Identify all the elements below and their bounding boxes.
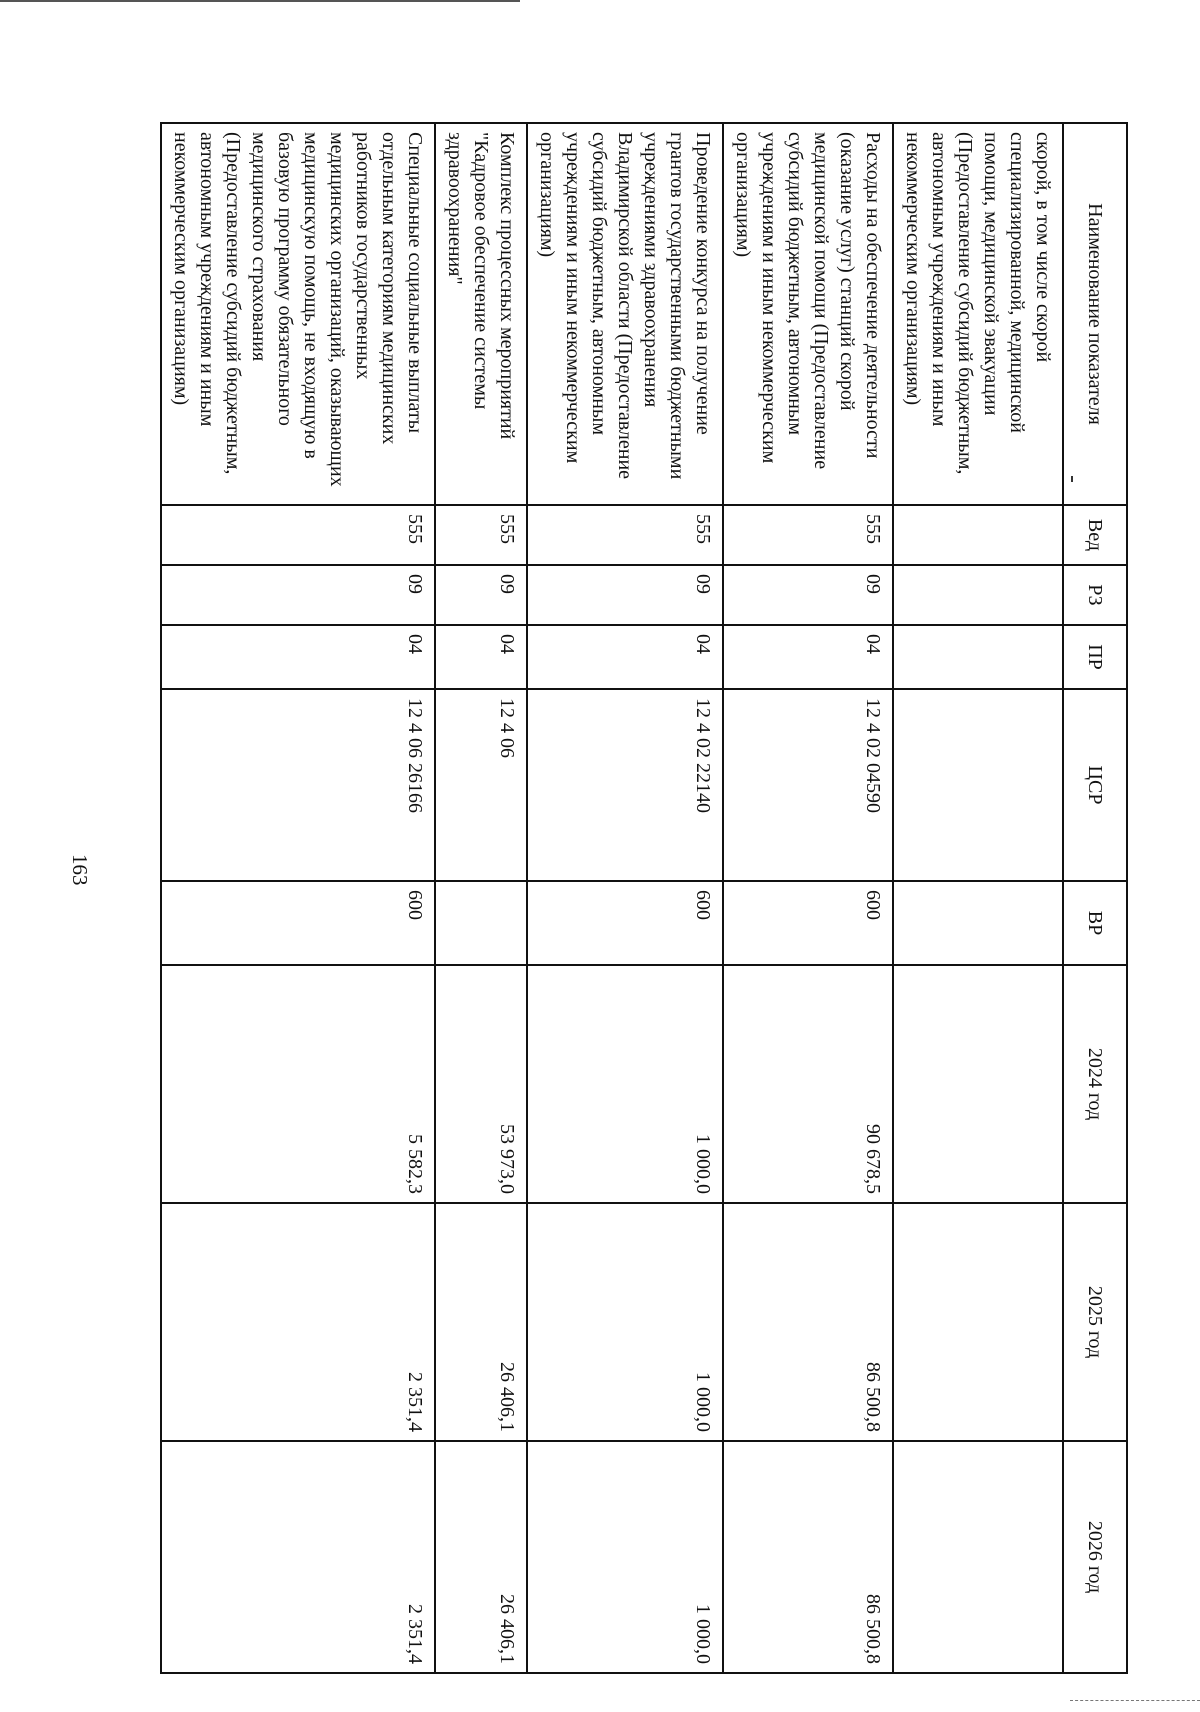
cell-name: Комплекс процессных мероприятий "Кадровое обеспечение системы здравоохранения" (435, 123, 527, 505)
cell-rz (893, 565, 1063, 625)
cell-2024: 90 678,5 (723, 965, 893, 1203)
cell-2026: 1 000,0 (527, 1441, 723, 1673)
cell-csr: 12 4 06 (435, 689, 527, 881)
header-2025: 2025 год (1063, 1203, 1127, 1441)
cell-2025: 26 406,1 (435, 1203, 527, 1441)
scan-speck (1071, 476, 1073, 482)
cell-vr (435, 881, 527, 965)
cell-ved (893, 505, 1063, 565)
cell-2024: 5 582,3 (161, 965, 435, 1203)
cell-name: скорой, в том числе скорой специализированной, медицинской помощи, медицинской эвакуации (Предоставление субсидий бюджетным, автономным учреждениям и иным некоммерческим организациям) (893, 123, 1063, 505)
page-number: 163 (68, 854, 92, 886)
header-ved: Вед (1063, 505, 1127, 565)
cell-2024: 53 973,0 (435, 965, 527, 1203)
scan-edge-line (0, 0, 520, 2)
cell-pr (893, 625, 1063, 689)
cell-rz: 09 (435, 565, 527, 625)
cell-pr: 04 (161, 625, 435, 689)
cell-name: Расходы на обеспечение деятельности (оказание услуг) станций скорой медицинской помощи (Предоставление субсидий бюджетным, автономным учреждениям и иным некоммерческим организациям) (723, 123, 893, 505)
header-csr: ЦСР (1063, 689, 1127, 881)
table-row (435, 123, 527, 1673)
cell-vr: 600 (723, 881, 893, 965)
cell-2026: 26 406,1 (435, 1441, 527, 1673)
table-row (161, 123, 435, 1673)
cell-2024 (893, 965, 1063, 1203)
cell-name: Проведение конкурса на получение грантов государственными бюджетными учреждениями здравоохранения Владимирской области (Предоставление субсидий бюджетным, автономным учреждениям и иным некоммерческим организациям) (527, 123, 723, 505)
cell-ved: 555 (723, 505, 893, 565)
cell-csr: 12 4 02 22140 (527, 689, 723, 881)
header-row (1063, 123, 1127, 1673)
cell-csr: 12 4 06 26166 (161, 689, 435, 881)
cell-pr: 04 (723, 625, 893, 689)
cell-2025 (893, 1203, 1063, 1441)
rotated-table-wrapper (170, 122, 1128, 1672)
cell-vr: 600 (161, 881, 435, 965)
header-rz: РЗ (1063, 565, 1127, 625)
cell-csr (893, 689, 1063, 881)
cell-csr: 12 4 02 04590 (723, 689, 893, 881)
header-vr: ВР (1063, 881, 1127, 965)
cell-rz: 09 (527, 565, 723, 625)
table-row (723, 123, 893, 1673)
cell-rz: 09 (161, 565, 435, 625)
budget-table (160, 122, 1128, 1674)
cell-2026: 86 500,8 (723, 1441, 893, 1673)
cell-rz: 09 (723, 565, 893, 625)
cell-pr: 04 (435, 625, 527, 689)
header-2026: 2026 год (1063, 1441, 1127, 1673)
cell-2025: 2 351,4 (161, 1203, 435, 1441)
header-pr: ПР (1063, 625, 1127, 689)
cell-2025: 86 500,8 (723, 1203, 893, 1441)
cell-2026 (893, 1441, 1063, 1673)
cell-pr: 04 (527, 625, 723, 689)
cell-2025: 1 000,0 (527, 1203, 723, 1441)
cell-2024: 1 000,0 (527, 965, 723, 1203)
table-row (893, 123, 1063, 1673)
cell-ved: 555 (527, 505, 723, 565)
cell-ved: 555 (161, 505, 435, 565)
cell-2026: 2 351,4 (161, 1441, 435, 1673)
table-row (527, 123, 723, 1673)
cell-vr: 600 (527, 881, 723, 965)
header-2024: 2024 год (1063, 965, 1127, 1203)
scan-edge-line-bottom (1070, 1700, 1200, 1702)
header-name: Наименование показателя (1063, 123, 1127, 505)
cell-vr (893, 881, 1063, 965)
cell-name: Специальные социальные выплаты отдельным категориям медицинских работников государственных медицинских организаций, оказывающих медицинскую помощь, не входящую в базовую программу обязательного медицинского страхования (Предоставление субсидий бюджетным, автономным учреждениям и иным некоммерческим организациям) (161, 123, 435, 505)
cell-ved: 555 (435, 505, 527, 565)
